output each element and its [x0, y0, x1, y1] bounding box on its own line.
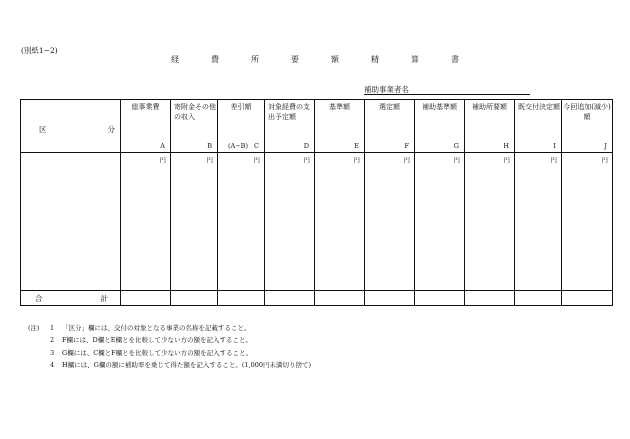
column-label: 補助所要額 — [472, 103, 507, 111]
column-label: 寄附金その他の収入 — [174, 103, 216, 121]
entry-cell-b[interactable] — [171, 153, 218, 291]
column-letter: A — [160, 142, 165, 150]
note-item — [28, 347, 311, 359]
column-header-e — [315, 100, 365, 153]
notes — [28, 322, 311, 372]
entry-cell-g[interactable] — [415, 153, 465, 291]
note-item — [28, 322, 311, 334]
column-letter: I — [553, 142, 556, 150]
note-number: 4 — [50, 361, 55, 370]
entry-cell-d[interactable] — [265, 153, 315, 291]
total-cell-i[interactable] — [515, 291, 562, 306]
column-label: 差引額 — [230, 103, 252, 111]
column-label: 基準額 — [329, 103, 350, 111]
yen-unit: 円 — [253, 156, 260, 164]
kubun-label — [39, 124, 115, 135]
column-letter: F — [404, 142, 409, 150]
total-cell-e[interactable] — [315, 291, 365, 306]
yen-unit: 円 — [159, 156, 166, 164]
column-label: 選定額 — [379, 103, 400, 111]
column-letter: C — [254, 142, 259, 150]
column-header-j — [562, 100, 613, 153]
column-label: 総事業費 — [131, 103, 160, 111]
yen-unit: 円 — [303, 156, 310, 164]
column-header-b — [171, 100, 218, 153]
total-cell-f[interactable] — [365, 291, 415, 306]
column-label: 既交付決定額 — [518, 103, 560, 111]
column-label: 対象経費の支出予定額 — [268, 103, 310, 121]
note-number: 3 — [50, 348, 55, 357]
entry-cell-f[interactable] — [365, 153, 415, 291]
column-header-c — [218, 100, 265, 153]
total-cell-c[interactable] — [218, 291, 265, 306]
total-label-cell — [21, 291, 121, 306]
entry-cell-e[interactable] — [315, 153, 365, 291]
column-letter: E — [354, 142, 359, 150]
operator-label: 補助事業者名 — [364, 85, 409, 94]
yen-unit: 円 — [403, 156, 410, 164]
total-cell-g[interactable] — [415, 291, 465, 306]
note-text: F欄には、D欄とE欄とを比較して少ない方の額を記入すること。 — [62, 336, 252, 345]
entry-cell-i[interactable] — [515, 153, 562, 291]
notes-prefix: (注) — [28, 324, 40, 332]
total-label — [21, 291, 120, 304]
note-number: 1 — [50, 324, 55, 332]
document-title: 経 費 所 要 額 精 算 書 — [171, 55, 471, 64]
column-formula: (A−B) — [228, 142, 248, 150]
total-cell-a[interactable] — [121, 291, 171, 306]
entry-cell-j[interactable] — [562, 153, 613, 291]
total-cell-j[interactable] — [562, 291, 613, 306]
column-header-f — [365, 100, 415, 153]
note-item — [28, 359, 311, 371]
kubun-char: 区 — [39, 125, 47, 134]
header-row — [21, 100, 613, 153]
column-header-i — [515, 100, 562, 153]
entry-cell-h[interactable] — [465, 153, 515, 291]
column-label: 今回追加(減少)額 — [563, 103, 611, 121]
total-row — [21, 291, 613, 306]
column-header-d — [265, 100, 315, 153]
yen-unit: 円 — [601, 156, 608, 164]
kubun-header — [21, 100, 121, 153]
yen-unit: 円 — [550, 156, 557, 164]
column-letter: J — [604, 142, 607, 150]
column-header-h — [465, 100, 515, 153]
total-char: 合 — [35, 294, 43, 303]
column-header-g — [415, 100, 465, 153]
kubun-entry-cell[interactable] — [21, 153, 121, 291]
column-header-a — [121, 100, 171, 153]
note-text: H欄には、G欄の額に補助率を乗じて得た額を記入すること。(1,000円未満切り捨て) — [62, 361, 312, 370]
settlement-table — [20, 99, 613, 306]
entry-row — [21, 153, 613, 291]
entry-cell-a[interactable] — [121, 153, 171, 291]
yen-unit: 円 — [453, 156, 460, 164]
entry-cell-c[interactable] — [218, 153, 265, 291]
column-letter: B — [207, 142, 212, 150]
note-text: G欄には、C欄とF欄とを比較して少ない方の額を記入すること。 — [62, 348, 253, 357]
column-letter: G — [453, 142, 459, 150]
yen-unit: 円 — [503, 156, 510, 164]
yen-unit: 円 — [206, 156, 213, 164]
kubun-char: 分 — [107, 125, 115, 134]
column-letter: H — [503, 142, 509, 150]
column-letter: D — [303, 142, 309, 150]
operator-name-line — [364, 94, 530, 95]
yen-unit: 円 — [353, 156, 360, 164]
total-cell-b[interactable] — [171, 291, 218, 306]
note-text: 「区分」欄には、交付の対象となる事業の名称を記載すること。 — [62, 324, 251, 332]
total-cell-d[interactable] — [265, 291, 315, 306]
form-id: (別紙1−2) — [21, 46, 58, 55]
note-item — [28, 334, 311, 346]
column-label: 補助基準額 — [422, 103, 457, 111]
total-cell-h[interactable] — [465, 291, 515, 306]
note-number: 2 — [50, 336, 55, 345]
total-char: 計 — [100, 294, 108, 303]
